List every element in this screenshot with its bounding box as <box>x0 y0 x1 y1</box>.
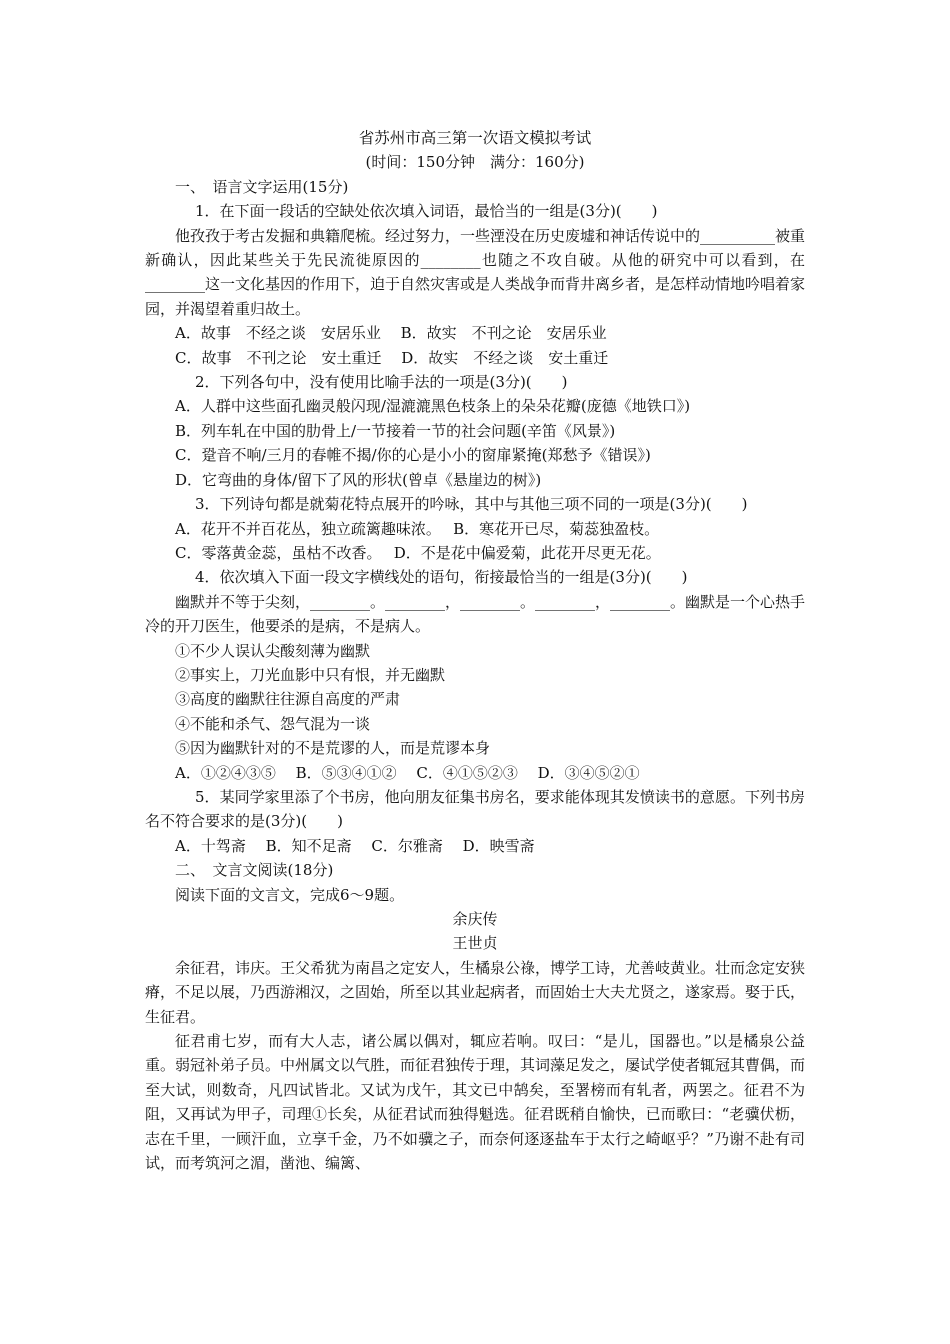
question-2-option: D．它弯曲的身体/留下了风的形状(曾卓《悬崖边的树》) <box>175 470 542 489</box>
question-4-item: ①不少人误认尖酸刻薄为幽默 <box>175 641 371 660</box>
question-4-item: ②事实上，刀光血影中只有恨，并无幽默 <box>175 665 446 684</box>
section-heading-2: 二、 文言文阅读(18分) <box>175 861 334 880</box>
article-paragraph: 征君甫七岁，而有大人志，诸公属以偶对，辄应若响。叹曰：“是儿，国器也。”以是橘泉公益重。弱冠补弟子员。中州属文以气胜，而征君独传于理，其词藻足发之，屡试学使者辄冠其曹偶，而至大试，则数奇，凡四试皆北。又试为戊午，其文已中鹄矣，至署榜而有轧者，两罢之。征君不为阻，又再试为甲子，司理①长矣，从征君试而独得魁选。征君既稍自愉快，已而歌曰：“老骥伏枥，志在千里，一顾汗血，立享千金，乃不如骥之子，而奈何逐逐盐车于太行之崎岖乎？”乃谢不赴有司试，而考筑河之湄，凿池、编篱、 <box>145 1032 806 1173</box>
article-author: 王世贞 <box>452 934 498 953</box>
question-1-option-row: A．故事 不经之谈 安居乐业 B．故实 不刊之论 安居乐业 <box>175 324 607 343</box>
question-5-options: A．十驾斋 B．知不足斋 C．尔雅斋 D．映雪斋 <box>175 836 535 855</box>
article-title: 余庆传 <box>452 910 498 928</box>
question-4-item: ⑤因为幽默针对的不是荒谬的人，而是荒谬本身 <box>175 739 491 758</box>
section-heading-1: 一、 语言文字运用(15分) <box>175 177 349 196</box>
question-1-stem: 1．在下面一段话的空缺处依次填入词语，最恰当的一组是(3分)( ) <box>195 202 658 221</box>
question-2-stem: 2．下列各句中，没有使用比喻手法的一项是(3分)( ) <box>195 373 568 392</box>
question-3-option-row: A．花开不并百花丛，独立疏篱趣味浓。 B．寒花开已尽，菊蕊独盈枝。 <box>175 519 660 538</box>
exam-content <box>145 126 805 1175</box>
question-5-stem: 5．某同学家里添了个书房，他向朋友征集书房名，要求能体现其发愤读书的意愿。下列书房名不符合要求的是(3分)( ) <box>145 787 805 831</box>
question-2-option: B．列车轧在中国的肋骨上/一节接着一节的社会问题(辛笛《风景》) <box>175 421 616 440</box>
question-3-stem: 3．下列诗句都是就菊花特点展开的吟咏，其中与其他三项不同的一项是(3分)( ) <box>195 495 748 514</box>
question-4-item: ④不能和杀气、怨气混为一谈 <box>175 714 371 733</box>
exam-subtitle: (时间：150分钟 满分：160分) <box>365 153 585 172</box>
question-4-options: A．①②④③⑤ B．⑤③④①② C．④①⑤②③ D．③④⑤②① <box>175 763 640 782</box>
reading-instruction: 阅读下面的文言文，完成6～9题。 <box>175 885 405 904</box>
question-2-option: A．人群中这些面孔幽灵般闪现/湿漉漉黑色枝条上的朵朵花瓣(庞德《地铁口》) <box>175 397 691 416</box>
question-4-passage: 幽默并不等于尖刻，________。________，________。________，________。幽默是一个心热手冷的开刀医生，他要杀的是病，不是病人。 <box>145 592 806 636</box>
exam-title: 省苏州市高三第一次语文模拟考试 <box>358 129 592 147</box>
question-2-option: C．跫音不响/三月的春帷不揭/你的心是小小的窗扉紧掩(郑愁予《错误》) <box>175 446 651 465</box>
question-1-passage: 他孜孜于考古发掘和典籍爬梳。经过努力，一些湮没在历史废墟和神话传说中的__________被重新确认，因此某些关于先民流徙原因的________也随之不攻自破。从他的研究中可以看到，在________这一文化基因的作用下，迫于自然灾害或是人类战争而背井离乡者，是怎样动情地吟唱着家园，并渴望着重归故土。 <box>145 226 806 318</box>
question-1-option-row: C．故事 不刊之论 安土重迁 D．故实 不经之谈 安土重迁 <box>175 348 609 367</box>
question-3-option-row: C．零落黄金蕊，虽枯不改香。 D．不是花中偏爱菊，此花开尽更无花。 <box>175 543 661 562</box>
article-paragraph: 余征君，讳庆。王父希犹为南昌之定安人，生橘泉公祿，博学工诗，尤善岐黄业。壮而念定安狭瘠，不足以展，乃西游湘汉，之固始，所至以其业起病者，而固始士大夫尤贤之，遂家焉。娶于氏，生征君。 <box>145 958 806 1026</box>
question-4-stem: 4．依次填入下面一段文字横线处的语句，衔接最恰当的一组是(3分)( ) <box>195 568 688 587</box>
question-4-item: ③高度的幽默往往源自高度的严肃 <box>175 690 401 709</box>
